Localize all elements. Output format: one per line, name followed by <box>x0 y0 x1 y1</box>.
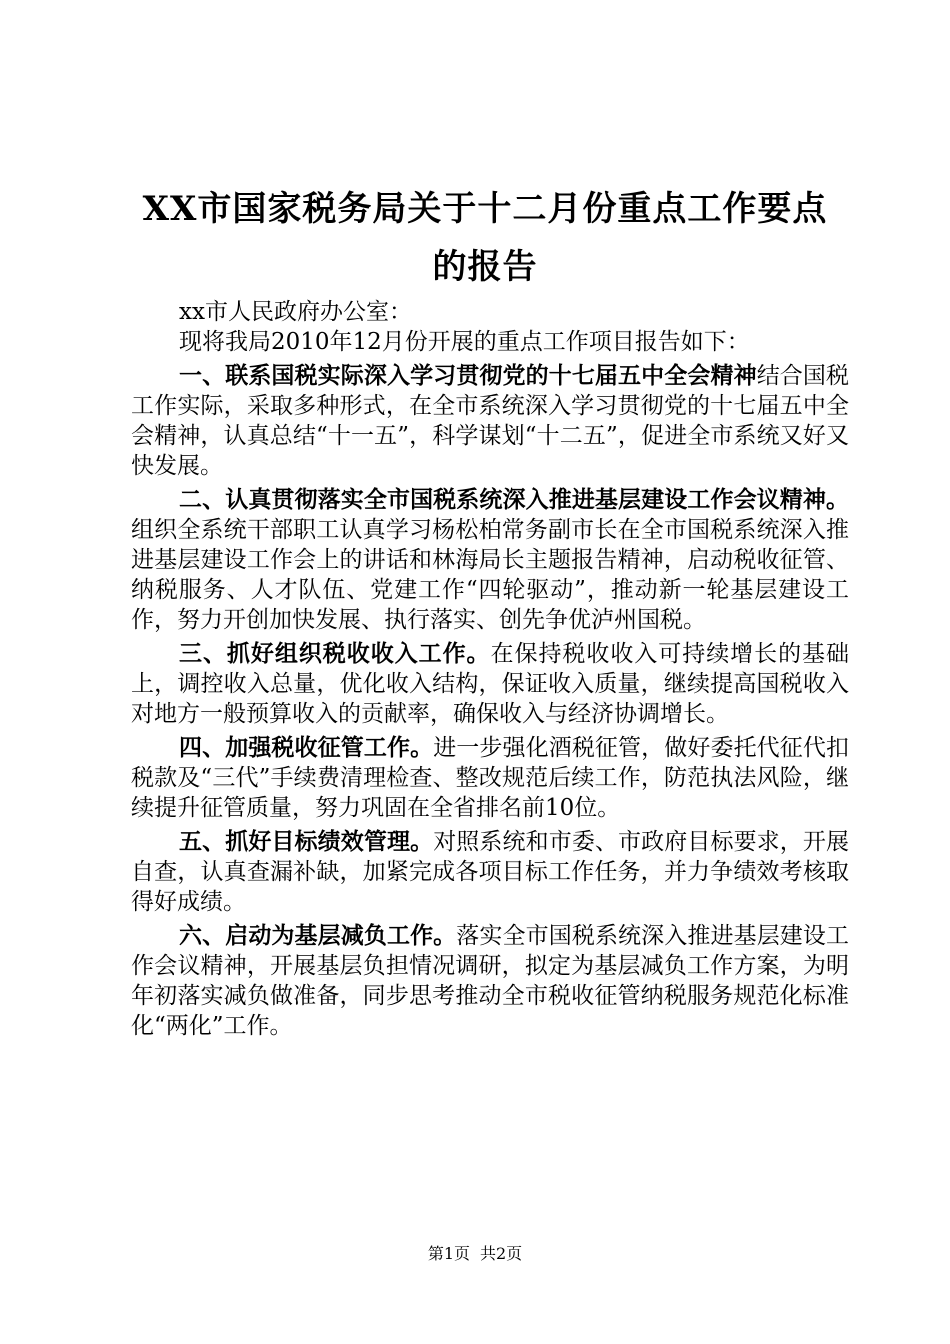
section-paragraph-4 <box>131 733 849 823</box>
section-heading-1: 一、联系国税实际深入学习贯彻党的十七届五中全会精神 <box>179 363 757 389</box>
section-heading-6: 六、启动为基层减负工作。 <box>179 923 457 949</box>
section-text-2: 组织全系统干部职工认真学习杨松柏常务副市长在全市国税系统深入推进基层建设工作会上的讲话和林海局长主题报告精神，启动税收征管、纳税服务、人才队伍、党建工作“四轮驱动”，推动新一轮基层建设工作，努力开创加快发展、执行落实、创先争优泸州国税。 <box>131 517 849 633</box>
section-text-1: 结合国税工作实际，采取多种形式，在全市系统深入学习贯彻党的十七届五中全会精神，认真总结“十一五”，科学谋划“十二五”，促进全市系统又好又快发展。 <box>131 363 850 479</box>
section-paragraph-6 <box>131 921 849 1041</box>
section-text-4: 进一步强化酒税征管，做好委托代征代扣税款及“三代”手续费清理检查、整改规范后续工作，防范执法风险，继续提升征管质量，努力巩固在全省排名前10位。 <box>131 735 850 821</box>
document-body <box>131 297 849 1041</box>
section-heading-4: 四、加强税收征管工作。 <box>179 735 434 761</box>
section-heading-2: 二、认真贯彻落实全市国税系统深入推进基层建设工作会议精神。 <box>179 487 849 513</box>
section-paragraph-2 <box>131 485 849 635</box>
section-heading-5: 五、抓好目标绩效管理。 <box>179 829 434 855</box>
section-text-3: 在保持税收收入可持续增长的基础上，调控收入总量，优化收入结构，保证收入质量，继续提高国税收入对地方一般预算收入的贡献率，确保收入与经济协调增长。 <box>131 641 850 727</box>
intro-paragraph: 现将我局2010年12月份开展的重点工作项目报告如下： <box>179 329 750 355</box>
title-line-2: 的报告 <box>432 247 538 287</box>
title-line-1: XX市国家税务局关于十二月份重点工作要点 <box>142 189 828 229</box>
section-paragraph-1 <box>131 361 849 481</box>
section-paragraph-5 <box>131 827 849 917</box>
salutation: xx市人民政府办公室： <box>179 299 412 325</box>
section-text-5: 对照系统和市委、市政府目标要求，开展自查，认真查漏补缺，加紧完成各项目标工作任务，并力争绩效考核取得好成绩。 <box>131 829 850 915</box>
page-total: 共2页 <box>480 1244 523 1263</box>
page-footer <box>0 1243 950 1265</box>
page-number: 第1页 <box>427 1244 470 1263</box>
section-text-6: 落实全市国税系统深入推进基层建设工作会议精神，开展基层负担情况调研，拟定为基层减负工作方案，为明年初落实减负做准备，同步思考推动全市税收征管纳税服务规范化标准化“两化”工作。 <box>131 923 850 1039</box>
document-title <box>100 180 870 296</box>
section-heading-3: 三、抓好组织税收收入工作。 <box>179 641 491 667</box>
section-paragraph-3 <box>131 639 849 729</box>
